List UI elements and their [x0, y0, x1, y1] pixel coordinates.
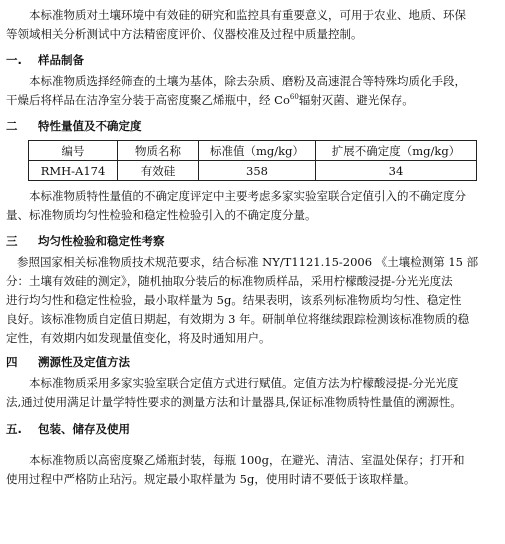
section-1-title: 样品制备	[38, 53, 84, 67]
section-4-heading	[6, 354, 499, 370]
section-2-line-2: 量、标准物质均匀性检验和稳定性检验引入的不确定度分量。	[6, 208, 317, 222]
section-2-line-1: 本标准物质特性量值的不确定度评定中主要考虑多家实验室联合定值引入的不确定度分	[29, 189, 466, 203]
table-header-cell: 物质名称	[118, 141, 199, 161]
table-cell: 有效硅	[118, 161, 199, 181]
section-1-line-1: 本标准物质选择经筛查的土壤为基体，除去杂质、磨粉及高速混合等特殊均质化手段，	[29, 74, 466, 88]
section-3-line-4: 良好。该标准物质自定值日期起，有效期为 3 年。研制单位将继续跟踪检测该标准物质的稳	[6, 312, 470, 326]
section-4-line-2: 法,通过使用满足计量学特性要求的测量方法和计量器具,保证标准物质特性量值的溯源性。	[6, 395, 462, 409]
table-header-row	[29, 141, 477, 161]
section-5-title: 包装、储存及使用	[38, 422, 130, 436]
table-header-cell: 编号	[29, 141, 118, 161]
section-3-line-3: 进行均匀性和稳定性检验，最小取样量为 5g。结果表明，该系列标准物质均匀性、稳定性	[6, 293, 462, 307]
table-cell: 34	[316, 161, 477, 181]
section-4-line-1: 本标准物质采用多家实验室联合定值方式进行赋值。定值方法为柠檬酸浸提-分光光度	[29, 376, 459, 390]
section-2-number: 二	[6, 119, 18, 133]
superscript-60: 60	[289, 93, 299, 101]
table-header-cell: 扩展不确定度（mg/kg）	[316, 141, 477, 161]
section-3-line-2: 分：土壤有效硅的测定》，随机抽取分装后的标准物质样品，采用柠檬酸浸提-分光光度法	[6, 274, 453, 288]
intro-line-2: 本标准物质对土壤环境中有效硅的研究和监控具有重要意义，可用于农业、地质、环保	[29, 8, 466, 22]
section-5-number: 五.	[6, 422, 22, 436]
section-3-number: 三	[6, 234, 18, 248]
section-3-title: 均匀性检验和稳定性考察	[38, 234, 165, 248]
intro	[6, 0, 499, 44]
section-3-heading	[6, 233, 499, 249]
table-cell: RMH-A174	[29, 161, 118, 181]
section-1-number: 一.	[6, 53, 22, 67]
section-4-title: 溯源性及定值方法	[38, 355, 130, 369]
property-value-table	[28, 140, 477, 181]
section-2-heading	[6, 118, 499, 134]
section-2-title: 特性量值及不确定度	[38, 119, 142, 133]
section-3-line-5: 定性，有效期内如发现量值变化，将及时通知用户。	[6, 331, 271, 345]
intro-line-3: 等领域相关分析测试中方法精密度评价、仪器校准及过程中质量控制。	[6, 27, 363, 41]
table-row	[29, 161, 477, 181]
section-4-number: 四	[6, 355, 18, 369]
table-header-cell: 标准值（mg/kg）	[199, 141, 316, 161]
section-5-line-1: 本标准物质以高密度聚乙烯瓶封装，每瓶 100g，在避光、清洁、室温处保存；打开和	[29, 453, 465, 467]
table-cell: 358	[199, 161, 316, 181]
section-1-line-2: 干燥后将样品在洁净室分装于高密度聚乙烯瓶中，经 Co$^{60}$辐射灭菌、避光保存。	[6, 93, 414, 107]
section-1-heading	[6, 52, 499, 68]
section-5-line-2: 使用过程中严格防止玷污。规定最小取样量为 5g，使用时请不要低于该取样量。	[6, 472, 416, 486]
section-5-heading	[6, 421, 499, 437]
section-3-line-1: 参照国家相关标准物质技术规范要求，结合标准 NY/T1121.15-2006 《土壤检测第 15 部	[17, 255, 479, 269]
